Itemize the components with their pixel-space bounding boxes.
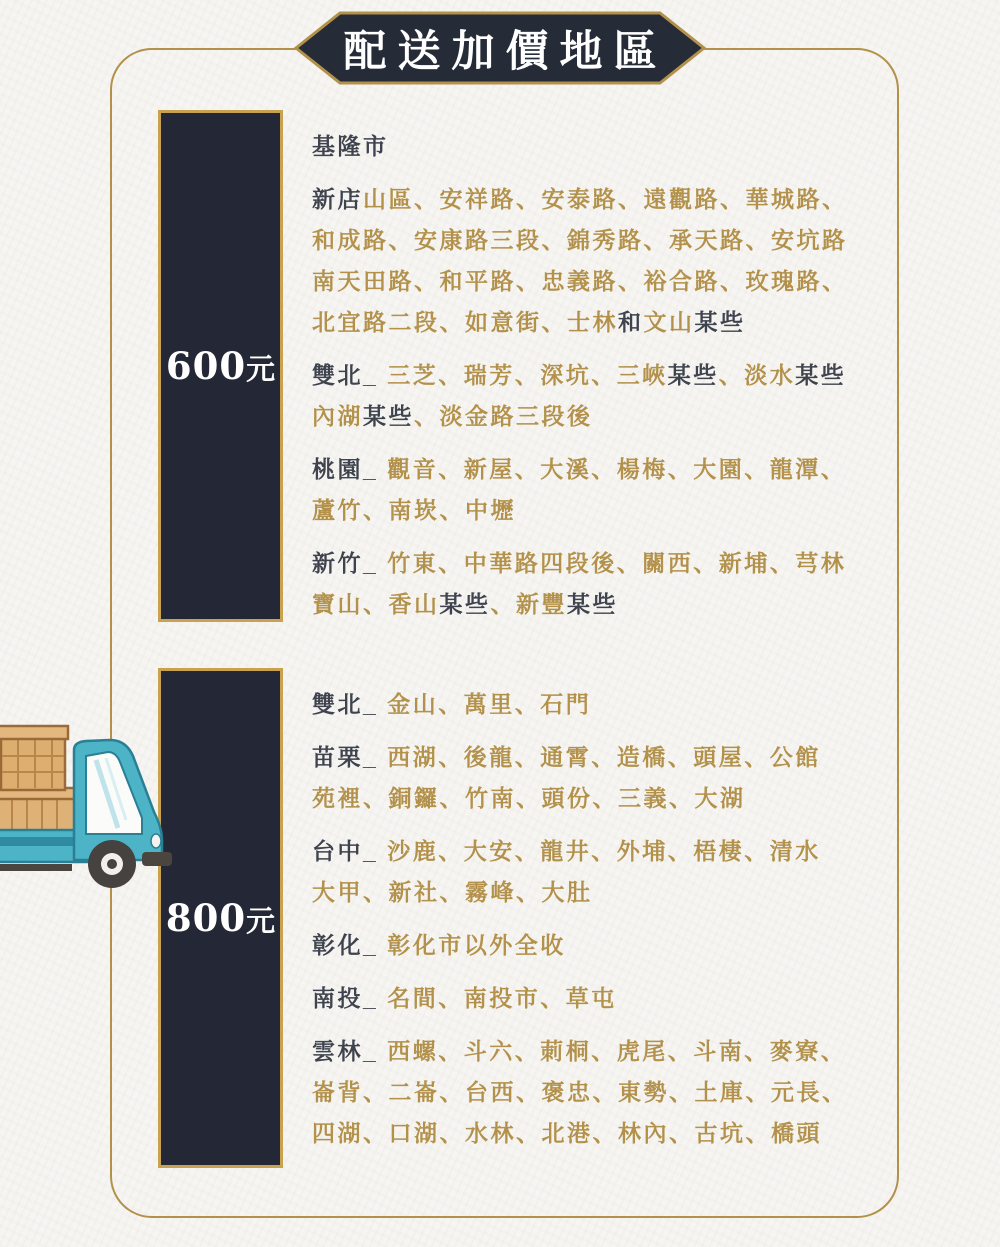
area-text-segment: 寶山、香山 — [312, 591, 440, 617]
price-label — [166, 896, 275, 940]
area-text-segment: 、新豐 — [490, 591, 567, 617]
area-text-segment: 南天田路、和平路、忠義路、裕合路、玫瑰路、 — [312, 268, 848, 294]
area-text-segment: 彰化市以外全收 — [387, 932, 566, 958]
area-text-segment: 四湖、口湖、水林、北港、林內、古坑、橋頭 — [312, 1120, 822, 1146]
area-list-600 — [312, 110, 904, 637]
area-group — [312, 1031, 904, 1154]
area-text-segment: 大甲、新社、霧峰、大肚 — [312, 879, 593, 905]
area-text-segment: 名間、南投市、草屯 — [387, 985, 617, 1011]
area-line — [312, 584, 904, 625]
area-line — [312, 978, 904, 1019]
page-title: 配送加價地區 — [343, 26, 668, 77]
area-list-800 — [312, 668, 904, 1166]
area-text-segment: 山區、安祥路、安泰路、遠觀路、華城路、 — [363, 186, 848, 212]
area-line — [312, 179, 904, 220]
price-bar-800 — [158, 668, 283, 1168]
area-line — [312, 737, 904, 778]
area-text-segment: 雲林_ — [312, 1038, 388, 1064]
area-text-segment: 南投_ — [312, 985, 388, 1011]
area-line — [312, 831, 904, 872]
area-group — [312, 543, 904, 625]
area-text-segment: 、淡水 — [718, 362, 796, 388]
area-text-segment: 北宜路二段、如意街、士林 — [312, 309, 618, 335]
area-text-segment: 崙背、二崙、台西、褒忠、東勢、土庫、元長、 — [312, 1079, 848, 1105]
area-group — [312, 126, 904, 167]
area-line — [312, 1031, 904, 1072]
area-text-segment: 某些 — [567, 591, 618, 617]
area-text-segment: 苑裡、銅鑼、竹南、頭份、三義、大湖 — [312, 785, 746, 811]
area-line — [312, 355, 904, 396]
price-unit: 元 — [246, 906, 276, 938]
area-text-segment: 西湖、後龍、通霄、造橋、頭屋、公館 — [387, 744, 821, 770]
area-line — [312, 261, 904, 302]
area-text-segment: 、淡金路三段後 — [414, 403, 593, 429]
area-text-segment: 桃園_ — [312, 456, 388, 482]
area-text-segment: 蘆竹、南崁、中壢 — [312, 497, 516, 523]
area-line — [312, 778, 904, 819]
area-line — [312, 126, 904, 167]
area-line — [312, 543, 904, 584]
area-text-segment: 某些 — [667, 362, 719, 388]
area-line — [312, 396, 904, 437]
area-text-segment: 某些 — [363, 403, 414, 429]
price-bar-600 — [158, 110, 283, 622]
area-text-segment: 觀音、新屋、大溪、楊梅、大園、龍潭、 — [387, 456, 847, 482]
area-group — [312, 978, 904, 1019]
area-text-segment: 文山 — [643, 309, 695, 335]
area-line — [312, 490, 904, 531]
area-group — [312, 355, 904, 437]
area-group — [312, 179, 904, 343]
area-text-segment: 西螺、斗六、莿桐、虎尾、斗南、麥寮、 — [387, 1038, 847, 1064]
area-line — [312, 684, 904, 725]
area-group — [312, 925, 904, 966]
area-line — [312, 302, 904, 343]
area-text-segment: 某些 — [439, 591, 491, 617]
area-line — [312, 1113, 904, 1154]
price-unit: 元 — [246, 354, 276, 386]
price-number: 800 — [165, 896, 247, 940]
area-text-segment: 竹東、中華路四段後、關西、新埔、芎林 — [387, 550, 847, 576]
area-text-segment: 雙北_ — [312, 362, 388, 388]
area-line — [312, 925, 904, 966]
area-group — [312, 684, 904, 725]
area-line — [312, 872, 904, 913]
area-text-segment: 內湖 — [312, 403, 363, 429]
price-number: 600 — [165, 344, 247, 388]
area-text-segment: 台中_ — [312, 838, 388, 864]
area-line — [312, 449, 904, 490]
price-label — [166, 344, 275, 388]
area-line — [312, 1072, 904, 1113]
area-text-segment: 某些 — [694, 309, 746, 335]
area-text-segment: 新竹_ — [312, 550, 388, 576]
area-text-segment: 新店 — [312, 186, 363, 212]
area-group — [312, 831, 904, 913]
area-group — [312, 737, 904, 819]
delivery-truck-illustration — [0, 716, 176, 890]
area-text-segment: 苗栗_ — [312, 744, 388, 770]
area-text-segment: 和 — [618, 309, 644, 335]
area-text-segment: 基隆市 — [312, 133, 389, 159]
area-text-segment: 雙北_ — [312, 691, 388, 717]
area-text-segment: 金山、萬里、石門 — [387, 691, 592, 717]
title-banner — [286, 2, 714, 94]
area-group — [312, 449, 904, 531]
area-text-segment: 三芝、瑞芳、深坑、三峽 — [387, 362, 668, 388]
area-text-segment: 某些 — [795, 362, 847, 388]
area-line — [312, 220, 904, 261]
area-text-segment: 彰化_ — [312, 932, 388, 958]
area-text-segment: 和成路、安康路三段、錦秀路、承天路、安坑路 — [312, 227, 848, 253]
area-text-segment: 沙鹿、大安、龍井、外埔、梧棲、清水 — [387, 838, 821, 864]
